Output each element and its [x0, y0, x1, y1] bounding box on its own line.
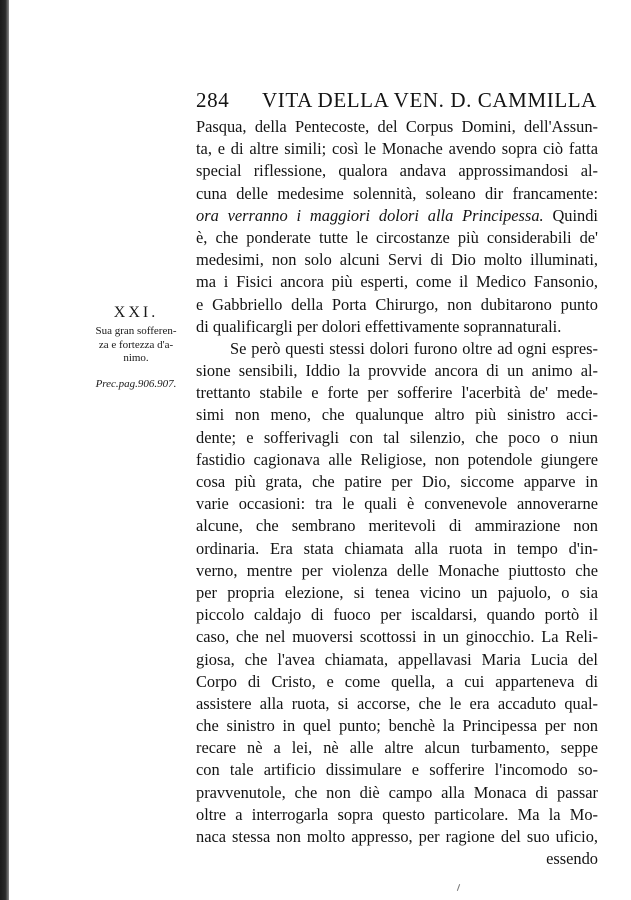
text-line: ma i Fisici ancora più esperti, come il Medico Fansonio,: [196, 272, 598, 292]
text-line: naca stessa non molto appresso, per ragione del suo uficio,: [196, 827, 598, 846]
text-line: è, che ponderate tutte le circostanze più considerabili de': [196, 227, 598, 247]
text-line: ordinaria. Era stata chiamata alla ruota in tempo d'in-: [196, 538, 598, 558]
text-line: verno, mentre per violenza delle Monache piuttosto che: [196, 560, 598, 580]
text-line: ta, e di altre simili; così le Monache avendo sopra ciò fatta: [196, 139, 598, 159]
text-line: Se però questi stessi dolori furono oltre ad ogni espres-: [230, 338, 598, 358]
text-line: Corpo di Cristo, e come quella, a cui apparteneva di: [196, 671, 598, 691]
margin-note-line: za e fortezza d'a-: [98, 338, 174, 351]
text-line: giosa, che l'avea chiamata, appellavasi Maria Lucia del: [196, 649, 598, 669]
margin-chapter-number: XXI.: [113, 304, 159, 321]
text-line: varie occasioni: tra le quali è convenevole annoverarne: [196, 494, 598, 514]
margin-cross-reference: Prec.pag.906.907.: [95, 378, 177, 390]
text-line: cosa più grata, che patire per Dio, siccome apparve in: [196, 472, 598, 491]
text-line: simi non meno, che qualunque altro più sinistro acci-: [196, 405, 598, 425]
running-title: VITA DELLA VEN. D. CAMMILLA: [262, 88, 597, 112]
text-line: pravvenutole, che non diè campo alla Monaca di passar: [196, 782, 598, 802]
text-line: piccolo caldajo di fuoco per iscaldarsi, quando portò il: [196, 605, 598, 625]
text-line: essendo: [546, 849, 598, 869]
text-line: caso, che nel muoversi scottossi in un ginocchio. La Reli-: [196, 627, 598, 647]
text-line: alcune, che sembrano meritevoli di ammirazione non: [196, 516, 598, 536]
text-line: che sinistro in quel punto; benchè la Principessa per non: [196, 716, 598, 736]
text-line: special riflessione, qualora andava approssimandosi al-: [196, 161, 598, 181]
body-text: [196, 116, 598, 870]
text-line: cuna delle medesime solennità, soleano dir francamente:: [196, 183, 598, 203]
running-header: [196, 88, 596, 114]
text-line: Pasqua, della Pentecoste, del Corpus Domini, dell'Assun-: [196, 117, 598, 136]
text-line: recare nè a lei, nè alle altre alcun turbamento, seppe: [196, 738, 598, 758]
page-number: 284: [196, 88, 230, 112]
text-line: dente; e sofferivagli con tal silenzio, che poco o niun: [196, 427, 598, 447]
margin-note-line: Sua gran sofferen-: [95, 325, 177, 337]
text-line: sione sensibili, Iddio la provvide ancora di un animo al-: [196, 361, 598, 381]
margin-note-line: nimo.: [123, 352, 149, 364]
page-binding-edge: [0, 0, 9, 900]
text-line: medesimi, non solo alcuni Servi di Dio molto illuminati,: [196, 250, 598, 270]
text-line: assistere alla ruota, si accorse, che le era accaduto qual-: [196, 693, 598, 713]
text-line: di qualificargli per dolori effettivamente soprannaturali.: [196, 316, 562, 336]
text-line: trettanto stabile e forte per sofferire l'acerbità de' mede-: [196, 383, 598, 403]
text-line: fastidio cagionava alle Religiose, non potendole giungere: [196, 449, 598, 469]
text-line: oltre a interrogarla sopra questo particolare. Ma la Mo-: [196, 804, 598, 824]
paper-speck: [457, 884, 460, 891]
text-line: e Gabbriello della Porta Chirurgo, non dubitarono punto: [196, 294, 598, 314]
line-continuation: Quindi: [543, 205, 598, 225]
text-line: con tale artificio dissimulare e sofferire l'incomodo so-: [196, 760, 598, 780]
text-line: per propria elezione, si tenea vicino un pajuolo, o sia: [196, 582, 598, 602]
italic-quote: ora verranno i maggiori dolori alla Principessa.: [196, 205, 544, 225]
margin-note: [82, 325, 190, 366]
text-line: [196, 205, 598, 227]
